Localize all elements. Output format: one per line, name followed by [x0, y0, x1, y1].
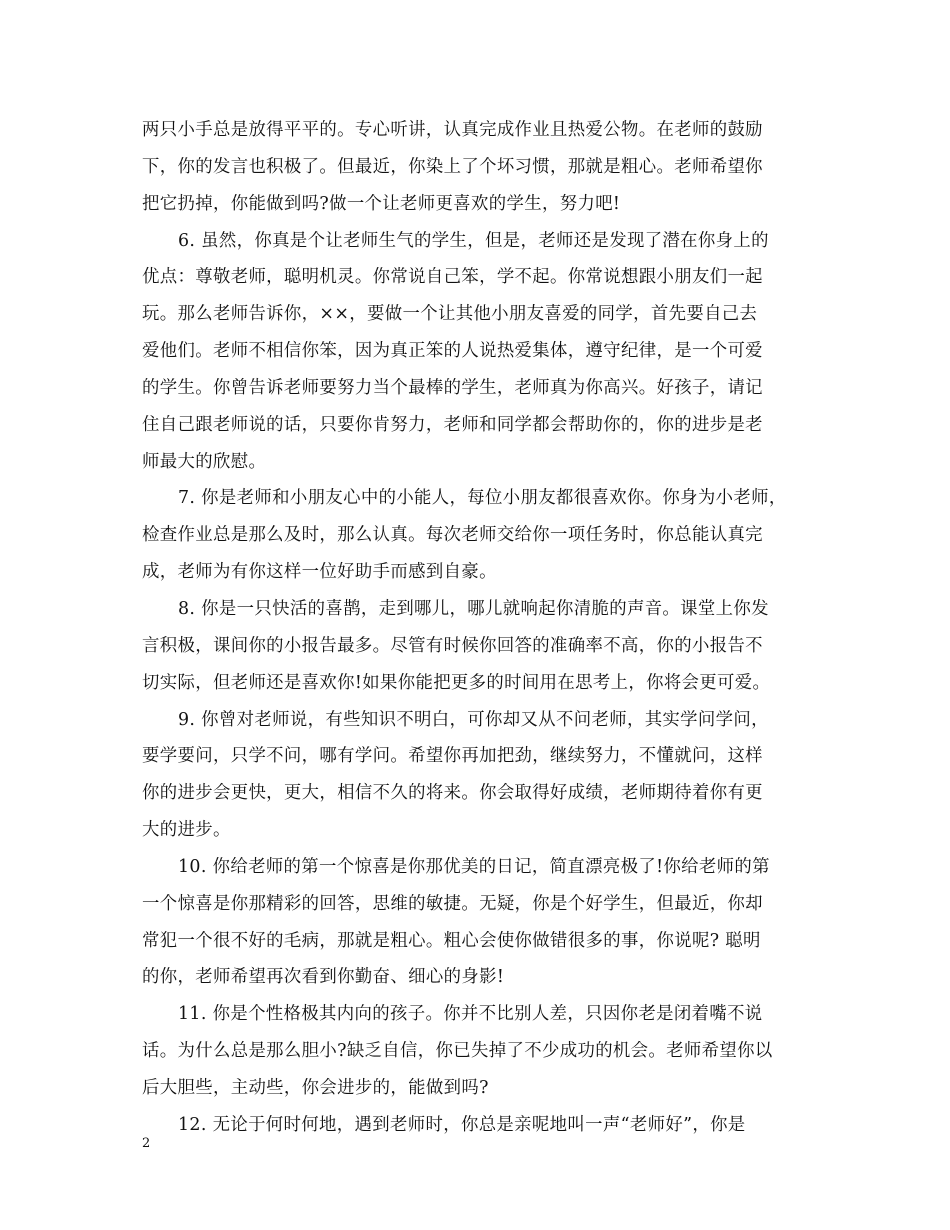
- paragraph-first-line: 12. 无论于何时何地，遇到老师时，你总是亲呢地叫一声“老师好”，你是: [178, 1114, 746, 1135]
- text-line: 言积极，课间你的小报告最多。尽管有时候你回答的准确率不高，你的小报告不: [142, 635, 763, 656]
- text-line: 把它扔掉，你能做到吗?做一个让老师更喜欢的学生，努力吧!: [142, 193, 621, 214]
- text-line: 住自己跟老师说的话，只要你肯努力，老师和同学都会帮助你的，你的进步是老: [142, 414, 763, 435]
- text-line: 优点：尊敬老师，聪明机灵。你常说自己笨，学不起。你常说想跟小朋友们一起: [142, 267, 763, 288]
- paragraph-first-line: 10. 你给老师的第一个惊喜是你那优美的日记，简直漂亮极了!你给老师的第: [178, 856, 770, 877]
- text-line: 下，你的发言也积极了。但最近，你染上了个坏习惯，那就是粗心。老师希望你: [142, 156, 763, 177]
- page-number: 2: [142, 1136, 151, 1151]
- paragraph-first-line: 11. 你是个性格极其内向的孩子。你并不比别人差，只因你老是闭着嘴不说: [178, 1004, 763, 1025]
- text-line: 师最大的欣慰。: [142, 451, 267, 472]
- text-line: 切实际，但老师还是喜欢你!如果你能把更多的时间用在思考上，你将会更可爱。: [142, 672, 771, 693]
- text-line: 要学要问，只学不问，哪有学问。希望你再加把劲，继续努力，不懂就问，这样: [142, 746, 763, 767]
- text-line: 常犯一个很不好的毛病，那就是粗心。粗心会使你做错很多的事，你说呢? 聪明: [142, 930, 761, 951]
- text-line: 检查作业总是那么及时，那么认真。每次老师交给你一项任务时，你总能认真完: [142, 525, 763, 546]
- text-line: 你的进步会更快，更大，相信不久的将来。你会取得好成绩，老师期待着你有更: [142, 783, 763, 804]
- text-line: 成，老师为有你这样一位好助手而感到自豪。: [142, 562, 497, 583]
- text-line: 的你，老师希望再次看到你勤奋、细心的身影!: [142, 967, 505, 988]
- paragraph-first-line: 6. 虽然，你真是个让老师生气的学生，但是，老师还是发现了潜在你身上的: [178, 230, 769, 251]
- text-line: 的学生。你曾告诉老师要努力当个最棒的学生，老师真为你高兴。好孩子，请记: [142, 377, 763, 398]
- text-line: 大的进步。: [142, 820, 231, 841]
- document-body: [142, 112, 820, 1144]
- text-line: 爱他们。老师不相信你笨，因为真正笨的人说热爱集体，遵守纪律，是一个可爱: [142, 341, 763, 362]
- paragraph-first-line: 8. 你是一只快活的喜鹊，走到哪儿，哪儿就响起你清脆的声音。课堂上你发: [178, 598, 769, 619]
- text-line: 两只小手总是放得平平的。专心听讲，认真完成作业且热爱公物。在老师的鼓励: [142, 120, 763, 140]
- paragraph-first-line: 7. 你是老师和小朋友心中的小能人，每位小朋友都很喜欢你。你身为小老师，: [178, 488, 787, 509]
- text-line: 后大胆些，主动些，你会进步的，能做到吗?: [142, 1077, 489, 1098]
- text-line: 话。为什么总是那么胆小?缺乏自信，你已失掉了不少成功的机会。老师希望你以: [142, 1041, 773, 1062]
- text-line: 玩。那么老师告诉你，××，要做一个让其他小朋友喜爱的同学，首先要自己去: [142, 304, 758, 325]
- text-line: 一个惊喜是你那精彩的回答，思维的敏捷。无疑，你是个好学生，但最近，你却: [142, 893, 763, 914]
- paragraph-first-line: 9. 你曾对老师说，有些知识不明白，可你却又从不问老师，其实学问学问，: [178, 709, 769, 730]
